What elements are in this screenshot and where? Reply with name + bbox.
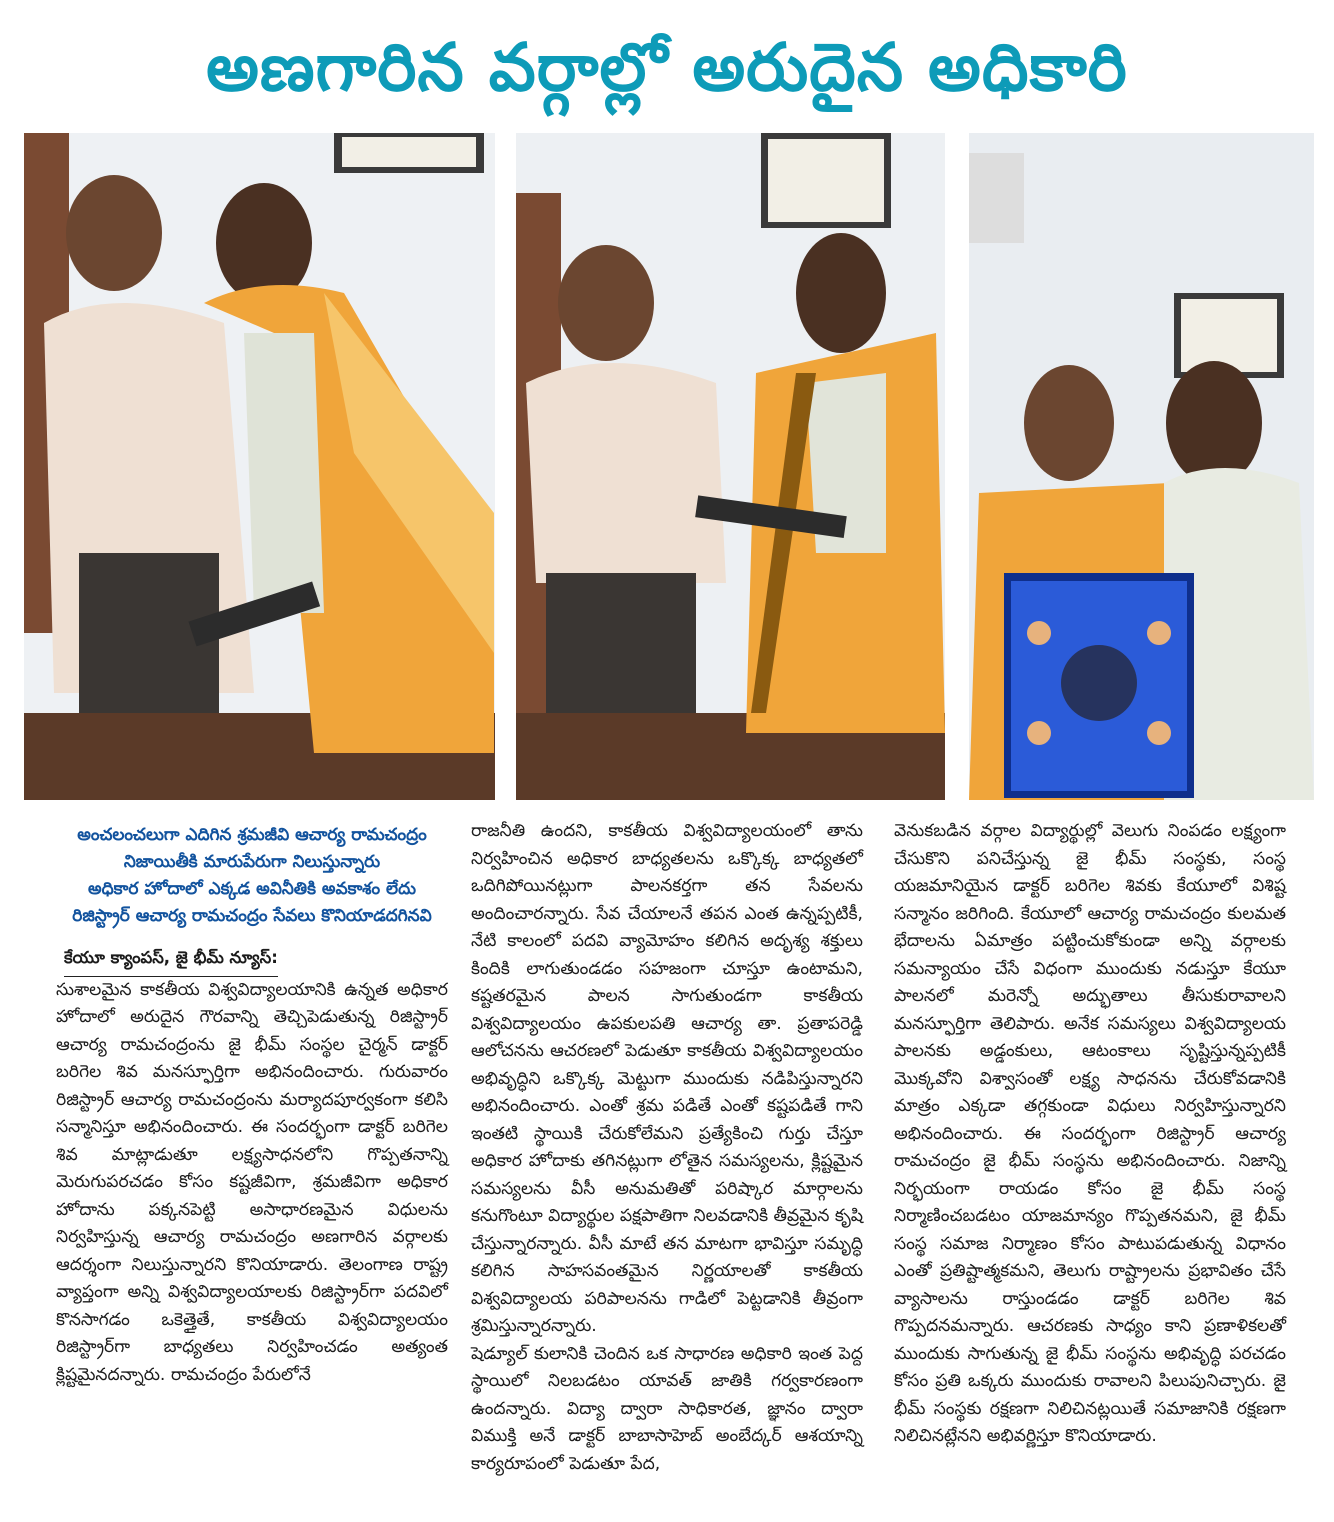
photo-registrar-hug bbox=[24, 133, 495, 800]
byline: కేయూ క్యాంపస్, జై భీమ్ న్యూస్: bbox=[64, 944, 278, 977]
subhead-2: నిజాయితీకి మారుపేరుగా నిలుస్తున్నారు bbox=[123, 852, 381, 872]
column-3-paragraph: వెనుకబడిన వర్గాల విద్యార్థుల్లో వెలుగు నింపడం లక్ష్యంగా చేసుకొని పనిచేస్తున్న జై భీమ్ సంస్థకు, సంస్థ యజమానియైన డాక్టర్ బరిగెల శివకు కేయూలో విశిష్ట సన్మానం జరిగింది. కేయూలో ఆచార్య రామచంద్రం కులమత భేదాలను ఏమాత్రం పట్టించుకోకుండా అన్ని వర్గాలకు సమన్యాయం చేసే విధంగా ముందుకు నడుస్తూ కేయూ పాలనలో మరెన్నో అద్భుతాలు తీసుకురావాలని మనస్ఫూర్తిగా తెలిపారు. అనేక సమస్యలు విశ్వవిద్యాలయ పాలనకు అడ్డంకులు, ఆటంకాలు సృష్టిస్తున్నప్పటికీ మొక్కవోని విశ్వాసంతో లక్ష్య సాధనను చేరుకోవడానికి మాత్రం ఎక్కడా తగ్గకుండా విధులు నిర్వహిస్తున్నారని అభినందించారు. ఈ సందర్భంగా రిజిస్ట్రార్ ఆచార్య రామచంద్రం జై భీమ్ సంస్థను అభినందించారు. నిజాన్ని నిర్భయంగా రాయడం కోసం జై భీమ్ సంస్థ నిర్మాణించబడటం యాజమాన్యం గొప్పతనమని, జై భీమ్ సంస్థ సమాజ నిర్మాణం కోసం పాటుపడుతున్న విధానం ఎంతో ప్రతిష్టాత్మకమని, తెలుగు రాష్ట్రాలను ప్రభావితం చేసే వ్యాసాలను రాస్తుండడం డాక్టర్ బరిగెల శివ గొప్పదనమన్నారు. ఆచరణకు సాధ్యం కాని ప్రణాళికలతో ముందుకు సాగుతున్న జై భీమ్ సంస్థను అభివృద్ధి పరచడం కోసం ప్రతి ఒక్కరు ముందుకు రావాలని పిలుపునిచ్చారు. జై భీమ్ సంస్థకు రక్షణగా నిలిచినట్లయితే సమాజానికి రక్షణగా నిలిచినట్లేనని అభివర్ణిస్తూ కొనియాడారు. bbox=[894, 821, 1286, 1446]
column-2-paragraph-2: షెడ్యూల్ కులానికి చెందిన ఒక సాధారణ అధికారి ఇంత పెద్ద స్థాయిలో నిలబడటం యావత్ జాతికి గర్వకారణంగా ఉందన్నారు. విద్యా ద్వారా సాధికారత, జ్ఞానం ద్వారా విముక్తి అనే డాక్టర్ బాబాసాహెబ్ అంబేద్కర్ ఆశయాన్ని కార్యరూపంలో పెడుతూ పేద, bbox=[471, 1343, 863, 1474]
column-3 bbox=[894, 818, 1286, 1451]
column-1-paragraph: సుశాలమైన కాకతీయ విశ్వవిద్యాలయానికి ఉన్నత అధికార హోదాలో అరుదైన గౌరవాన్ని తెచ్చిపెడుతున్న రిజిస్ట్రార్ ఆచార్య రామచంద్రంను జై భీమ్ సంస్థల చైర్మన్ డాక్టర్ బరిగెల శివ మనస్ఫూర్తిగా అభినందించారు. గురువారం రిజిస్ట్రార్ ఆచార్య రామచంద్రంను మర్యాదపూర్వకంగా కలిసి సన్మానిస్తూ అభినందించారు. ఈ సందర్భంగా డాక్టర్ బరిగెల శివ మాట్లాడుతూ లక్ష్యసాధనలోని గొప్పతనాన్ని మెరుగుపరచడం కోసం కష్టజీవిగా, శ్రమజీవిగా అధికార హోదాను పక్కనపెట్టి అసాధారణమైన విధులను నిర్వహిస్తున్న ఆచార్య రామచంద్రం అణగారిన వర్గాలకు ఆదర్శంగా నిలుస్తున్నారని కొనియాడారు. తెలంగాణ రాష్ట్ర వ్యాప్తంగా అన్ని విశ్వవిద్యాలయాలకు రిజిస్ట్రార్‌గా పదవిలో కొనసాగడం ఒకెత్తైతే, కాకతీయ విశ్వవిద్యాలయం రిజిస్ట్రార్‌గా బాధ్యతలు నిర్వహించడం అత్యంత క్లిష్టమైనదన్నారు. రామచంద్రం పేరులోనే bbox=[56, 979, 448, 1385]
column-2 bbox=[471, 818, 863, 1478]
subhead-4: రిజిస్ట్రార్ ఆచార్య రామచంద్రం సేవలు కొనియాడదగినవి bbox=[72, 906, 432, 926]
photo-handshake-shawl bbox=[516, 133, 945, 800]
subhead-1: అంచలంచలుగా ఎదిగిన శ్రమజీవి ఆచార్య రామచంద్రం bbox=[77, 825, 427, 845]
column-1 bbox=[56, 822, 448, 1389]
headline: అణగారిన వర్గాల్లో అరుదైన అధికారి bbox=[206, 29, 1128, 106]
photo-portrait-presentation bbox=[969, 133, 1314, 800]
column-2-paragraph-1: రాజనీతి ఉందని, కాకతీయ విశ్వవిద్యాలయంలో తాను నిర్వహించిన అధికార బాధ్యతలను ఒక్కొక్క బాధ్యతలో ఒదిగిపోయినట్లుగా పాలనకర్తగా తన సేవలను అందించారన్నారు. సేవ చేయాలనే తపన ఎంత ఉన్నప్పటికీ, నేటి కాలంలో పదవి వ్యామోహం కలిగిన అదృశ్య శక్తులు కిందికి లాగుతుండడం సహజంగా చూస్తూ ఉంటామని, కష్టతరమైన పాలన సాగుతుండగా కాకతీయ విశ్వవిద్యాలయం ఉపకులపతి ఆచార్య తా. ప్రతాపరెడ్డి ఆలోచనను ఆచరణలో పెడుతూ కాకతీయ విశ్వవిద్యాలయం అభివృద్ధిని ఒక్కొక్క మెట్టుగా ముందుకు నడిపిస్తున్నారని అభినందించారు. ఎంతో శ్రమ పడితే ఎంతో కష్టపడితే గాని ఇంతటి స్థాయికి చేరుకోలేమని ప్రత్యేకించి గుర్తు చేస్తూ అధికార హోదాకు తగినట్లుగా లోతైన సమస్యలను, క్లిష్టమైన సమస్యలను వీసీ అనుమతితో పరిష్కార మార్గాలను కనుగొంటూ విద్యార్థుల పక్షపాతిగా నిలవడానికి తీవ్రమైన కృషి చేస్తున్నారన్నారు. వీసీ మాటే తన మాటగా భావిస్తూ సమృద్ధి కలిగిన సాహసవంతమైన నిర్ణయాలతో కాకతీయ విశ్వవిద్యాలయ పరిపాలనను గాడిలో పెట్టడానికి తీవ్రంగా శ్రమిస్తున్నారన్నారు. bbox=[471, 821, 864, 1336]
subhead-3: అధికార హోదాలో ఎక్కడ అవినీతికి అవకాశం లేదు bbox=[88, 879, 416, 899]
